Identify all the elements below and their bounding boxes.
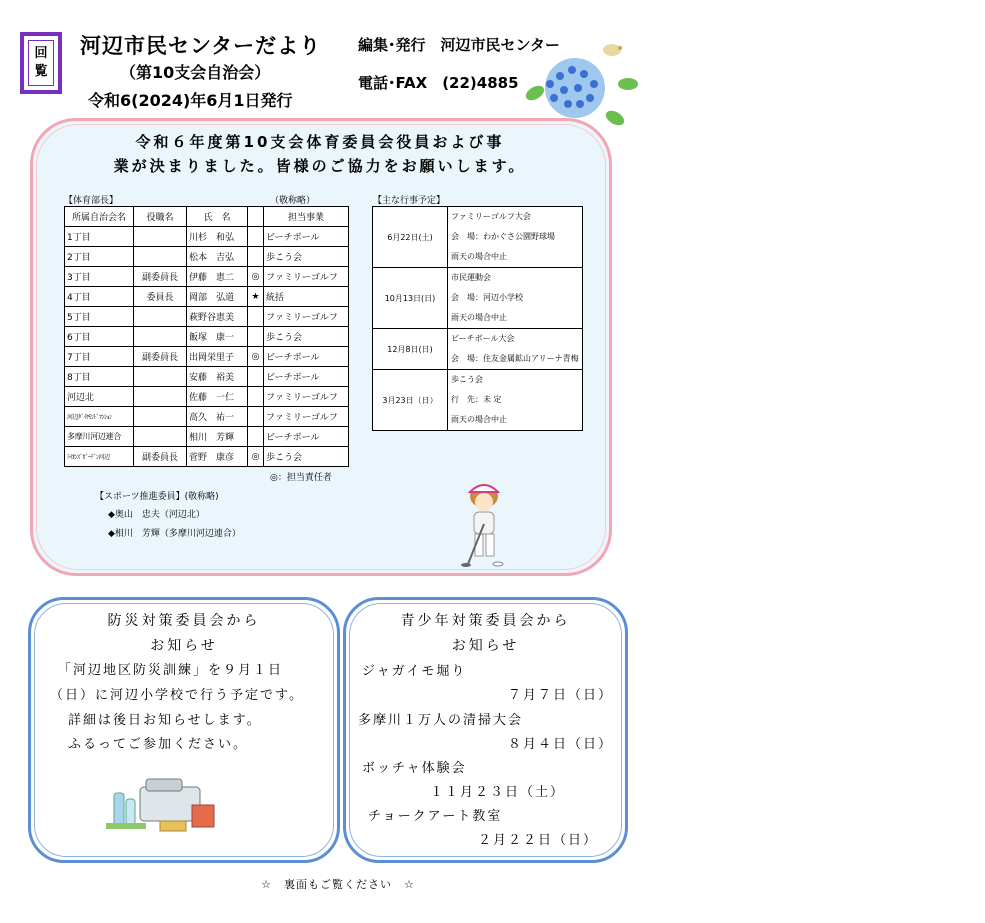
kairan-char: 回 [34, 46, 48, 61]
member-role: 副委員長 [134, 267, 187, 287]
member-role: 副委員長 [134, 347, 187, 367]
member-name: 高久 祐一 [187, 407, 248, 427]
disaster-line: （日）に河辺小学校で行う予定です。 [50, 688, 304, 703]
member-duty: ビーチボール [264, 427, 349, 447]
member-duty: ファミリーゴルフ [264, 267, 349, 287]
members-label: 【体育部長】 [64, 196, 119, 206]
member-area: 1丁目 [65, 227, 134, 247]
youth-event-date: １１月２３日（土） [430, 785, 566, 800]
disaster-line: 詳細は後日お知らせします。 [68, 713, 262, 728]
member-name: 菅野 康彦 [187, 447, 248, 467]
youth-event-name: 多摩川１万人の清掃大会 [358, 713, 524, 728]
table-row [373, 268, 583, 329]
member-role [134, 227, 187, 247]
member-role [134, 327, 187, 347]
table-row [65, 227, 349, 247]
member-role [134, 367, 187, 387]
member-duty: 歩こう会 [264, 247, 349, 267]
member-duty: ビーチボール [264, 347, 349, 367]
member-role: 委員長 [134, 287, 187, 307]
member-name: 出岡栄里子 [187, 347, 248, 367]
newsletter-title: 河辺市民センターだより [80, 34, 322, 58]
sports-member: ◆奥山 忠夫（河辺北） [108, 510, 205, 520]
table-row [373, 207, 583, 268]
member-duty: 歩こう会 [264, 327, 349, 347]
youth-event-name: ボッチャ体験会 [362, 761, 467, 776]
footer-note: ☆ 裏面もご覧ください ☆ [261, 878, 415, 891]
member-area: 4丁目 [65, 287, 134, 307]
member-mark [248, 327, 264, 347]
table-row [65, 327, 349, 347]
event-line: 市民運動会 [451, 273, 491, 282]
table-row [65, 267, 349, 287]
headline-line: 業が決まりました。皆様のご協力をお願いします。 [113, 157, 527, 175]
event-details [448, 207, 583, 268]
event-line: 雨天の場合中止 [451, 313, 507, 322]
event-date: 10月13日(日) [373, 268, 448, 329]
disaster-title: お知らせ [150, 638, 218, 654]
member-role [134, 247, 187, 267]
honorific-note: （敬称略） [270, 196, 316, 206]
sports-member: ◆相川 芳輝（多摩川河辺連合） [108, 529, 241, 539]
member-name: 松本 吉弘 [187, 247, 248, 267]
column-header [248, 207, 264, 227]
youth-event-date: ２月２２日（日） [478, 833, 599, 848]
member-name: 相川 芳輝 [187, 427, 248, 447]
member-mark [248, 367, 264, 387]
emergency-supplies-illustration [100, 775, 225, 835]
member-mark [248, 307, 264, 327]
member-mark: ◎ [248, 347, 264, 367]
table-row [65, 347, 349, 367]
phone-fax: 電話･FAX (22)4885 [358, 74, 519, 92]
members-table [64, 206, 349, 467]
event-date: 3月23日（日） [373, 370, 448, 431]
member-area: 6丁目 [65, 327, 134, 347]
table-row [65, 287, 349, 307]
event-line: 歩こう会 [451, 375, 483, 384]
member-role [134, 427, 187, 447]
table-row [373, 370, 583, 431]
column-header: 所属自治会名 [65, 207, 134, 227]
youth-title: 青少年対策委員会から [400, 613, 571, 629]
member-name: 伊藤 恵二 [187, 267, 248, 287]
member-area: 河辺北 [65, 387, 134, 407]
member-mark: ★ [248, 287, 264, 307]
sports-label: 【スポーツ推進委員】(敬称略) [95, 492, 219, 502]
kairan-stamp [20, 32, 62, 94]
member-duty: ファミリーゴルフ [264, 387, 349, 407]
youth-title: お知らせ [451, 638, 520, 654]
member-duty: ファミリーゴルフ [264, 407, 349, 427]
member-area: 8丁目 [65, 367, 134, 387]
event-date: 12月8日(日) [373, 329, 448, 370]
member-name: 岡部 弘道 [187, 287, 248, 307]
events-table [372, 206, 583, 431]
member-mark [248, 407, 264, 427]
event-details [448, 268, 583, 329]
publisher: 編集･発行 河辺市民センター [358, 36, 560, 54]
member-name: 川杉 和弘 [187, 227, 248, 247]
event-line: 会 場：住友金属鉱山アリーナ青梅 [451, 354, 579, 363]
event-line: 雨天の場合中止 [451, 415, 507, 424]
member-role [134, 387, 187, 407]
member-mark [248, 247, 264, 267]
member-name: 安藤 裕美 [187, 367, 248, 387]
member-duty: ファミリーゴルフ [264, 307, 349, 327]
panel-headline [70, 130, 570, 178]
member-area: 3丁目 [65, 267, 134, 287]
table-row [65, 367, 349, 387]
member-mark [248, 387, 264, 407]
member-duty: 歩こう会 [264, 447, 349, 467]
headline-line: 令和６年度第10支会体育委員会役員および事 [135, 133, 505, 151]
member-duty: 統括 [264, 287, 349, 307]
event-line: ビーチボール大会 [451, 334, 515, 343]
member-role [134, 307, 187, 327]
issue-date: 令和6(2024)年6月1日発行 [88, 91, 293, 110]
member-area: ﾗｲｵﾝｽﾞｶﾞｰﾃﾞﾝ河辺 [65, 447, 134, 467]
newsletter-subtitle: （第10支会自治会） [120, 63, 271, 82]
youth-event-date: ８月４日（日） [508, 737, 614, 752]
events-label: 【主な行事予定】 [373, 196, 446, 206]
event-line: 雨天の場合中止 [451, 252, 507, 261]
table-row [65, 407, 349, 427]
disaster-line: 「河辺地区防災訓練」を９月１日 [58, 663, 284, 678]
member-area: 7丁目 [65, 347, 134, 367]
member-name: 飯塚 康一 [187, 327, 248, 347]
table-row [65, 307, 349, 327]
table-row [65, 427, 349, 447]
member-area: 多摩川河辺連合 [65, 427, 134, 447]
member-mark [248, 427, 264, 447]
member-role: 副委員長 [134, 447, 187, 467]
event-line: 行 先：未 定 [451, 395, 502, 404]
member-area: 河辺ﾀﾞｲﾔﾓﾝﾄﾞﾏﾝｼｮﾝ [65, 407, 134, 427]
table-header-row [65, 207, 349, 227]
kairan-char: 覧 [34, 64, 48, 79]
member-duty: ビーチボール [264, 227, 349, 247]
table-row [65, 387, 349, 407]
event-line: ファミリーゴルフ大会 [451, 212, 531, 221]
event-line: 会 場：わかぐさ公園野球場 [451, 232, 555, 241]
column-header: 氏 名 [187, 207, 248, 227]
member-area: 2丁目 [65, 247, 134, 267]
youth-event-date: ７月７日（日） [508, 688, 614, 703]
table-row [373, 329, 583, 370]
event-line: 会 場：河辺小学校 [451, 293, 523, 302]
disaster-line: ふるってご参加ください。 [68, 737, 249, 752]
table-row [65, 447, 349, 467]
member-area: 5丁目 [65, 307, 134, 327]
column-header: 役職名 [134, 207, 187, 227]
member-mark [248, 227, 264, 247]
event-details [448, 370, 583, 431]
event-details [448, 329, 583, 370]
member-duty: ビーチボール [264, 367, 349, 387]
column-header: 担当事業 [264, 207, 349, 227]
youth-event-name: チョークアート教室 [368, 809, 503, 824]
golfer-illustration [450, 480, 520, 570]
disaster-title: 防災対策委員会から [107, 613, 261, 629]
member-mark: ◎ [248, 267, 264, 287]
member-name: 萩野谷恵美 [187, 307, 248, 327]
member-mark: ◎ [248, 447, 264, 467]
member-role [134, 407, 187, 427]
table-row [65, 247, 349, 267]
youth-event-name: ジャガイモ堀り [362, 664, 467, 679]
event-date: 6月22日(土) [373, 207, 448, 268]
legend-note: ◎：担当責任者 [270, 473, 332, 483]
member-name: 佐藤 一仁 [187, 387, 248, 407]
